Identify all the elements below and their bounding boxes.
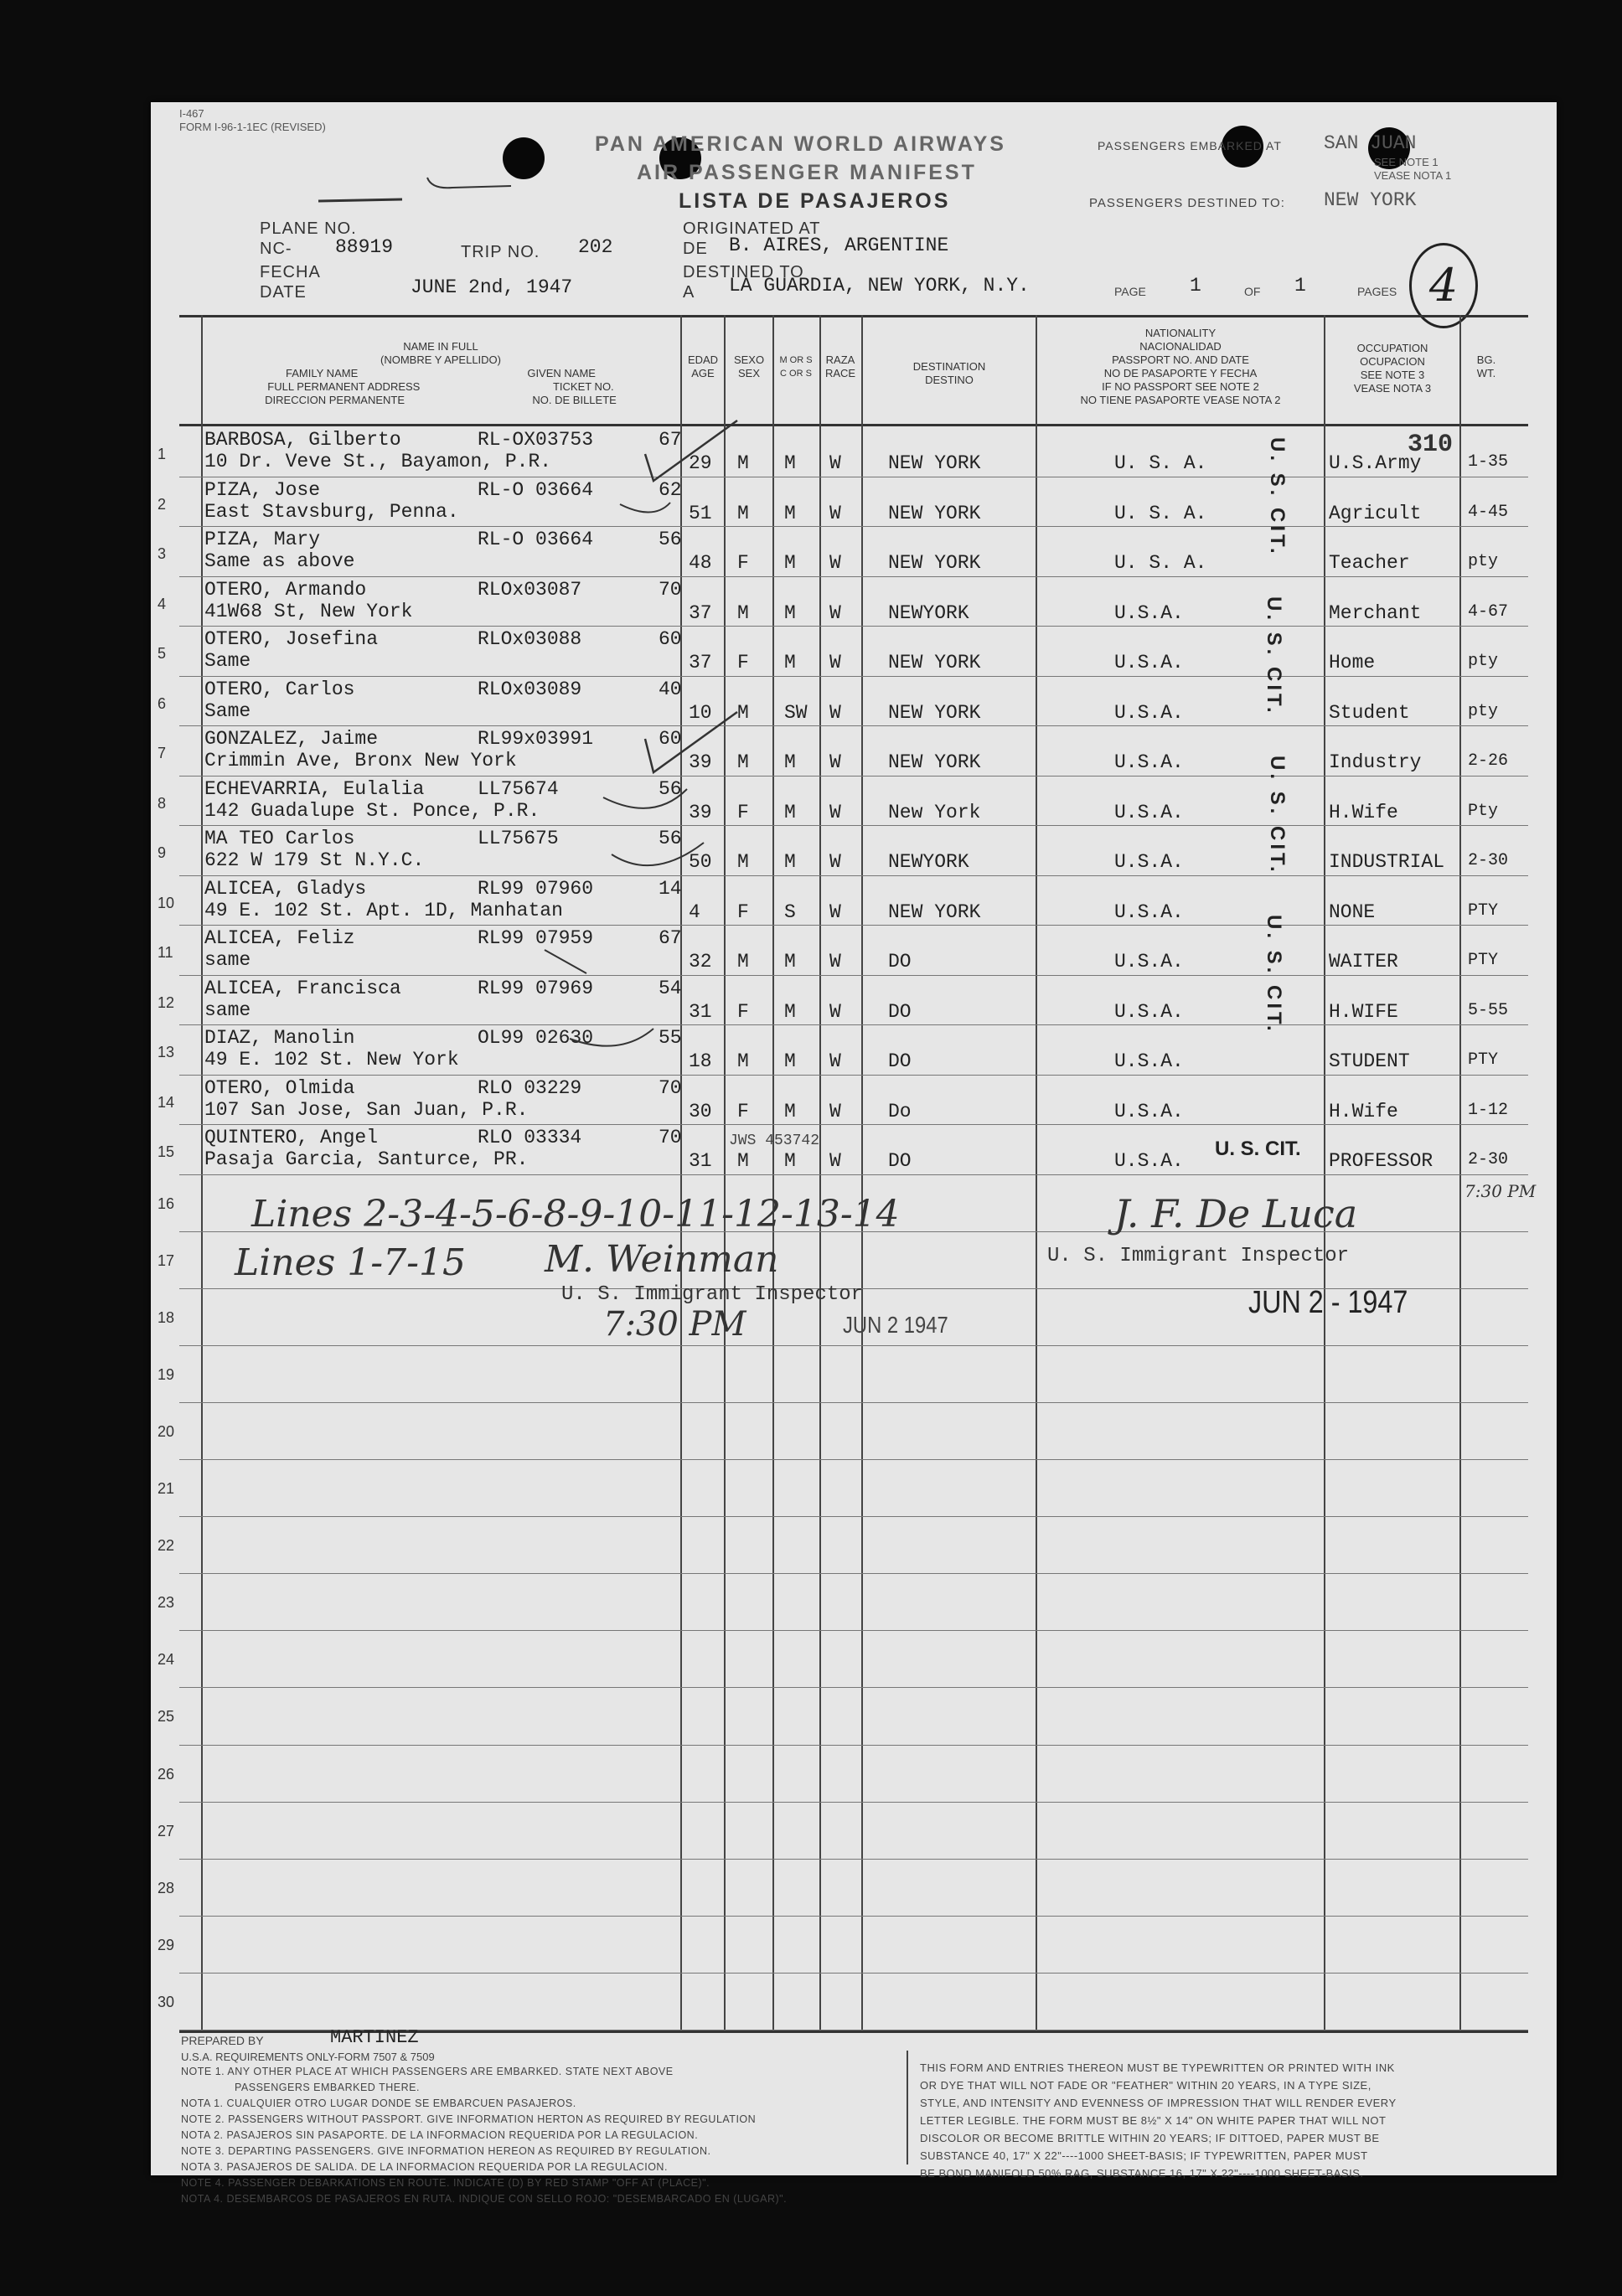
passenger-marital: M <box>784 502 796 524</box>
passenger-name: ALICEA, Feliz <box>204 927 355 949</box>
passenger-age: 31 <box>689 1150 712 1172</box>
ticket-tally: 56 <box>659 777 682 800</box>
row-number: 22 <box>158 1537 175 1555</box>
occupation-column-header: OCCUPATION OCUPACION SEE NOTE 3 VEASE NOTA 3 <box>1353 342 1432 395</box>
passenger-destination: NEW YORK <box>888 900 981 923</box>
passenger-occupation: INDUSTRIAL <box>1329 851 1445 873</box>
row-number: 15 <box>158 1143 175 1160</box>
passenger-occupation: Industry <box>1329 751 1422 773</box>
row-number: 19 <box>158 1365 175 1383</box>
passenger-race: W <box>829 1000 841 1023</box>
footer-divider <box>907 2051 908 2164</box>
passenger-age: 39 <box>689 751 712 773</box>
manifest-sheet <box>151 102 1557 2205</box>
usa-requirements: U.S.A. REQUIREMENTS ONLY-FORM 7507 & 7509 <box>181 2051 435 2063</box>
handwritten-line-list-2: Lines 1-7-15 <box>235 1241 466 1284</box>
row-number: 25 <box>158 1708 175 1726</box>
passenger-age: 37 <box>689 601 712 624</box>
manifest-title: AIR PASSENGER MANIFEST <box>637 161 977 184</box>
passenger-weight: 4-45 <box>1468 502 1509 522</box>
see-note-1: SEE NOTE 1 <box>1374 156 1439 168</box>
row-number: 11 <box>158 944 173 961</box>
passenger-age: 37 <box>689 652 712 673</box>
page-label: PAGE <box>1114 285 1146 298</box>
passenger-nationality: U. S. A. <box>1114 452 1207 474</box>
originated-label: ORIGINATED AT <box>683 219 821 238</box>
passenger-occupation: NONE <box>1329 900 1376 923</box>
passenger-destination: NEW YORK <box>888 652 981 673</box>
passenger-name: ECHEVARRIA, Eulalia <box>204 777 425 800</box>
passenger-sex: F <box>737 652 749 673</box>
passenger-age: 29 <box>689 452 712 474</box>
handwritten-time-1: 7:30 PM <box>1464 1181 1537 1201</box>
de-label: DE <box>683 240 708 258</box>
citizen-stamp: U. S. CIT. <box>1263 915 1285 1034</box>
ticket-tally: 60 <box>659 628 682 650</box>
row-number: 4 <box>158 595 167 612</box>
citizen-stamp: U. S. CIT. <box>1266 756 1289 875</box>
passenger-address: 622 W 179 St N.Y.C. <box>204 849 425 871</box>
row-number: 9 <box>158 844 167 861</box>
plane-label: PLANE NO. <box>260 219 357 238</box>
passenger-marital: M <box>784 1000 796 1023</box>
passenger-name: PIZA, Mary <box>204 529 321 550</box>
row-number: 2 <box>158 495 167 513</box>
passenger-destination: NEW YORK <box>888 751 981 773</box>
passenger-destination: NEW YORK <box>888 452 981 474</box>
weight-column-header: BG. WT. <box>1476 353 1496 379</box>
ticket-number: OL99 02630 <box>478 1027 594 1049</box>
passenger-destination: NEWYORK <box>888 601 969 624</box>
row-number: 17 <box>158 1251 175 1269</box>
passenger-nationality: U.S.A. <box>1114 1150 1184 1172</box>
passenger-marital: M <box>784 751 796 773</box>
passenger-age: 51 <box>689 502 712 524</box>
passenger-age: 32 <box>689 951 712 973</box>
destined-label: PASSENGERS DESTINED TO: <box>1089 196 1285 210</box>
row-number: 28 <box>158 1879 175 1896</box>
trip-label: TRIP NO. <box>461 243 540 261</box>
name-column-header: NAME IN FULL (NOMBRE Y APELLIDO) FAMILY NAME GIVEN NAME FULL PERMANENT ADDRESS TICKET NO. DIRECCION PERMANENTE NO. DE BILLETE <box>265 340 617 406</box>
passenger-sex: F <box>737 1000 749 1023</box>
passenger-sex: M <box>737 701 749 724</box>
sex-column-header: SEXO SEX <box>733 353 765 379</box>
inspector-signature-1: J. F. De Luca <box>1114 1191 1358 1236</box>
row-number: 10 <box>158 894 175 911</box>
race-column-header: RAZA RACE <box>824 353 856 379</box>
embarked-label: PASSENGERS EMBARKED AT <box>1098 139 1282 152</box>
passenger-weight: Pty <box>1468 801 1499 821</box>
passenger-race: W <box>829 652 841 673</box>
ticket-number: RLOx03089 <box>478 678 582 700</box>
passenger-age: 31 <box>689 1000 712 1023</box>
passenger-weight: PTY <box>1468 1050 1499 1070</box>
passenger-occupation: Home <box>1329 652 1376 673</box>
passenger-age: 39 <box>689 801 712 823</box>
page-number: 1 <box>1190 275 1201 297</box>
passenger-nationality: U.S.A. <box>1114 1100 1184 1122</box>
row-number: 16 <box>158 1194 175 1212</box>
originated-value: B. AIRES, ARGENTINE <box>729 235 949 256</box>
ticket-number: RL-O 03664 <box>478 478 594 501</box>
ticket-number: RLOx03087 <box>478 578 582 601</box>
destination-column-header: DESTINATION DESTINO <box>912 360 986 386</box>
passenger-occupation: U.S.Army <box>1329 452 1422 474</box>
passenger-occupation: Student <box>1329 701 1410 724</box>
passenger-address: same <box>204 949 251 971</box>
ticket-tally: 70 <box>659 578 682 601</box>
row-number: 24 <box>158 1651 175 1669</box>
row-divider <box>179 1402 1528 1403</box>
row-number: 3 <box>158 545 167 562</box>
of-label: OF <box>1244 285 1261 298</box>
passenger-race: W <box>829 502 841 524</box>
passenger-weight: PTY <box>1468 900 1499 921</box>
passenger-destination: DO <box>888 1050 912 1072</box>
row-divider <box>179 1573 1528 1574</box>
nationality-column-header: NATIONALITY NACIONALIDAD PASSPORT NO. AND DATE NO DE PASAPORTE Y FECHA IF NO PASSPORT SEE NOTE 2 NO TIENE PASAPORTE VEASE NOTA 2 <box>1080 327 1281 406</box>
handwritten-time-2: 7:30 PM <box>603 1305 746 1344</box>
passenger-race: W <box>829 701 841 724</box>
passenger-sex: F <box>737 552 749 574</box>
passenger-nationality: U.S.A. <box>1114 701 1184 724</box>
a-label: A <box>683 283 695 302</box>
passenger-address: East Stavsburg, Penna. <box>204 500 459 523</box>
passenger-weight: 2-26 <box>1468 751 1509 771</box>
ticket-pen-marks <box>151 102 1557 1359</box>
passenger-address: 41W68 St, New York <box>204 600 413 622</box>
passenger-nationality: U. S. A. <box>1114 552 1207 574</box>
passenger-race: W <box>829 552 841 574</box>
passenger-weight: pty <box>1468 701 1499 721</box>
passenger-name: ALICEA, Francisca <box>204 977 401 999</box>
row-number: 20 <box>158 1422 175 1440</box>
date-value: JUNE 2nd, 1947 <box>411 276 573 298</box>
passenger-destination: DO <box>888 1150 912 1172</box>
age-column-header: EDAD AGE <box>687 353 719 379</box>
destined-to-value: LA GUARDIA, NEW YORK, N.Y. <box>729 275 1030 297</box>
passenger-destination: DO <box>888 951 912 973</box>
passenger-name: OTERO, Carlos <box>204 678 355 700</box>
passenger-occupation: Merchant <box>1329 601 1422 624</box>
passenger-address: 49 E. 102 St. Apt. 1D, Manhatan <box>204 899 563 921</box>
row-divider <box>179 1687 1528 1688</box>
passenger-marital: M <box>784 951 796 973</box>
passenger-nationality: U.S.A. <box>1114 951 1184 973</box>
passenger-nationality: U.S.A. <box>1114 652 1184 673</box>
passenger-address: Crimmin Ave, Bronx New York <box>204 750 517 771</box>
passenger-weight: 1-12 <box>1468 1100 1509 1120</box>
passenger-sex: M <box>737 502 749 524</box>
passenger-address: Pasaja Garcia, Santurce, PR. <box>204 1148 529 1170</box>
passenger-occupation: WAITER <box>1329 951 1398 973</box>
passenger-address: 10 Dr. Veve St., Bayamon, P.R. <box>204 451 552 472</box>
citizen-stamp: U. S. CIT. <box>1266 437 1289 557</box>
passenger-marital: M <box>784 601 796 624</box>
ticket-number: RLO 03229 <box>478 1076 582 1099</box>
row-number: 7 <box>158 745 167 761</box>
passenger-destination: NEW YORK <box>888 502 981 524</box>
row-divider <box>179 1802 1528 1803</box>
inspector-signature-2: M. Weinman <box>545 1238 779 1281</box>
row-divider <box>179 1973 1528 1974</box>
passenger-occupation: H.Wife <box>1329 1100 1398 1122</box>
passenger-race: W <box>829 1050 841 1072</box>
row-number: 13 <box>158 1044 175 1060</box>
passenger-nationality: U.S.A. <box>1114 801 1184 823</box>
passenger-occupation: H.Wife <box>1329 801 1398 823</box>
row-divider <box>179 1745 1528 1746</box>
ticket-number: RLOx03088 <box>478 628 582 650</box>
row-number: 1 <box>158 446 167 462</box>
ticket-number: RL99 07969 <box>478 977 594 999</box>
passenger-destination: Do <box>888 1100 912 1122</box>
passenger-marital: M <box>784 801 796 823</box>
passenger-race: W <box>829 1100 841 1122</box>
trip-number: 202 <box>578 236 613 258</box>
passenger-age: 18 <box>689 1050 712 1072</box>
passenger-name: BARBOSA, Gilberto <box>204 429 401 451</box>
passenger-name: GONZALEZ, Jaime <box>204 728 379 750</box>
row-divider <box>179 1916 1528 1917</box>
row-divider <box>179 1859 1528 1860</box>
passenger-weight: 1-35 <box>1468 452 1509 472</box>
embarked-value: SAN JUAN <box>1324 132 1417 154</box>
passenger-name: OTERO, Olmida <box>204 1076 355 1099</box>
passenger-marital: M <box>784 652 796 673</box>
passenger-age: 48 <box>689 552 712 574</box>
passenger-nationality: U. S. A. <box>1114 502 1207 524</box>
passenger-marital: M <box>784 1050 796 1072</box>
passenger-marital: M <box>784 851 796 873</box>
row-number: 26 <box>158 1765 175 1783</box>
passenger-age: 50 <box>689 851 712 873</box>
passenger-nationality: U.S.A. <box>1114 1000 1184 1023</box>
passenger-destination: NEWYORK <box>888 851 969 873</box>
passenger-nationality: U.S.A. <box>1114 1050 1184 1072</box>
ticket-number: RLO 03334 <box>478 1127 582 1148</box>
passenger-weight: 4-67 <box>1468 601 1509 622</box>
passenger-marital: M <box>784 1100 796 1122</box>
passenger-name: ALICEA, Gladys <box>204 877 367 900</box>
passenger-name: DIAZ, Manolin <box>204 1027 355 1049</box>
occupation-total: 310 <box>1408 431 1454 459</box>
row-number: 23 <box>158 1594 175 1612</box>
passenger-nationality: U.S.A. <box>1114 601 1184 624</box>
ticket-number: LL75675 <box>478 828 559 849</box>
passenger-marital: SW <box>784 701 808 724</box>
passenger-occupation: Agricult <box>1329 502 1422 524</box>
destined-to-label: DESTINED TO <box>683 263 804 281</box>
passenger-name: MA TEO Carlos <box>204 828 355 849</box>
ticket-tally: 56 <box>659 828 682 849</box>
passenger-race: W <box>829 801 841 823</box>
ticket-tally: 56 <box>659 529 682 550</box>
passenger-name: OTERO, Josefina <box>204 628 379 650</box>
ticket-number: RL-OX03753 <box>478 429 594 451</box>
passenger-destination: New York <box>888 801 981 823</box>
ticket-tally: 54 <box>659 977 682 999</box>
passenger-name: OTERO, Armando <box>204 578 367 601</box>
destined-value: NEW YORK <box>1324 189 1417 211</box>
airline-name: PAN AMERICAN WORLD AIRWAYS <box>595 132 1006 156</box>
passenger-name: QUINTERO, Angel <box>204 1127 379 1148</box>
date-label: DATE <box>260 283 307 302</box>
passenger-race: W <box>829 900 841 923</box>
passenger-weight: 2-30 <box>1468 1150 1509 1169</box>
ticket-tally: 67 <box>659 429 682 451</box>
ticket-number: RL99 07959 <box>478 927 594 949</box>
ticket-tally: 55 <box>659 1027 682 1049</box>
row-number: 27 <box>158 1822 175 1839</box>
passenger-age: 30 <box>689 1100 712 1122</box>
row-number: 8 <box>158 794 167 812</box>
passenger-sex: M <box>737 1150 749 1172</box>
row-number: 6 <box>158 694 167 712</box>
passenger-sex: F <box>737 801 749 823</box>
passenger-sex: M <box>737 751 749 773</box>
citizen-stamp: U. S. CIT. <box>1263 596 1285 716</box>
passenger-address: same <box>204 998 251 1021</box>
passenger-sex: M <box>737 452 749 474</box>
date-stamp-right: JUN 2 - 1947 <box>1248 1285 1408 1320</box>
citizen-stamp: U. S. CIT. <box>1215 1138 1301 1160</box>
passenger-address: 142 Guadalupe St. Ponce, P.R. <box>204 799 540 822</box>
ticket-number: RL99 07960 <box>478 877 594 900</box>
passenger-occupation: PROFESSOR <box>1329 1150 1433 1172</box>
total-pages: 1 <box>1294 275 1306 297</box>
row-number: 21 <box>158 1480 175 1498</box>
pages-label: PAGES <box>1357 285 1397 298</box>
handwritten-line-list-1: Lines 2-3-4-5-6-8-9-10-11-12-13-14 <box>251 1193 900 1236</box>
passenger-address: 49 E. 102 St. New York <box>204 1049 459 1071</box>
passenger-sex: F <box>737 1100 749 1122</box>
prepared-by-label: PREPARED BY <box>181 2034 264 2047</box>
inspector-label-left: U. S. Immigrant Inspector <box>561 1283 864 1306</box>
passenger-sex: M <box>737 601 749 624</box>
row-divider <box>179 1459 1528 1460</box>
row-number: 12 <box>158 993 175 1011</box>
passenger-nationality: U.S.A. <box>1114 851 1184 873</box>
passenger-destination: DO <box>888 1000 912 1023</box>
passenger-sex: F <box>737 900 749 923</box>
passenger-race: W <box>829 452 841 474</box>
passenger-weight: pty <box>1468 652 1499 671</box>
passenger-nationality: U.S.A. <box>1114 751 1184 773</box>
inspector-label-right: U. S. Immigrant Inspector <box>1047 1245 1350 1267</box>
row-number: 29 <box>158 1936 175 1953</box>
passenger-address: 107 San Jose, San Juan, P.R. <box>204 1098 529 1121</box>
passenger-destination: NEW YORK <box>888 552 981 574</box>
passenger-age: 4 <box>689 900 700 923</box>
passenger-race: W <box>829 851 841 873</box>
passenger-sex: M <box>737 1050 749 1072</box>
passenger-weight: 2-30 <box>1468 851 1509 870</box>
row-number: 30 <box>158 1993 175 2010</box>
passenger-marital: M <box>784 552 796 574</box>
passenger-race: W <box>829 951 841 973</box>
passenger-sex: M <box>737 851 749 873</box>
form-reference: FORM I-96-1-1EC (REVISED) <box>179 121 326 133</box>
plane-number: 88919 <box>335 236 394 258</box>
marital-column-header: M OR S C OR S <box>779 355 813 379</box>
passenger-destination: NEW YORK <box>888 701 981 724</box>
circled-sheet-number: 4 <box>1409 243 1478 328</box>
passenger-occupation: H.WIFE <box>1329 1000 1398 1023</box>
ticket-tally: 60 <box>659 728 682 750</box>
passenger-marital: S <box>784 900 796 923</box>
passenger-weight: pty <box>1468 552 1499 571</box>
passenger-race: W <box>829 751 841 773</box>
passenger-marital: M <box>784 452 796 474</box>
notes-left: NOTE 1. ANY OTHER PLACE AT WHICH PASSENGERS ARE EMBARKED. STATE NEXT ABOVE PASSENGERS EMBARKED THERE. NOTA 1. CUALQUIER OTRO LUGAR DONDE SE EMBARCUEN PASAJEROS. NOTE 2. PASSENGERS WITHOUT PASSPORT. GIVE INFORMATION HERTON AS REQUIRED BY REGULATION NOTA 2. PASAJEROS SIN PASAPORTE. DE LA INFORMACION REQUERIDA POR LA REGULACION. NOTE 3. DEPARTING PASSENGERS. GIVE INFORMATION HEREON AS REQUIRED BY REGULATION. NOTA 3. PASAJEROS DE SALIDA. DE LA INFORMACION REQUERIDA POR LA REGULACION. NOTE 4. PASSENGER DEBARKATIONS EN ROUTE. INDICATE (D) BY RED STAMP "OFF AT (PLACE)". NOTA 4. DESEMBARCOS DE PASAJEROS EN RUTA. INDIQUE CON SELLO ROJO: "DESEMBARCADO EN (LUGAR)". <box>181 2066 788 2205</box>
vease-nota-1: VEASE NOTA 1 <box>1374 169 1452 182</box>
passenger-age: 10 <box>689 701 712 724</box>
passenger-address: Same <box>204 650 251 672</box>
passenger-address: Same as above <box>204 550 355 572</box>
plane-prefix: NC- <box>260 240 292 258</box>
passenger-weight: 5-55 <box>1468 1000 1509 1020</box>
ticket-number: LL75674 <box>478 777 559 800</box>
ticket-tally: 67 <box>659 927 682 949</box>
passenger-race: W <box>829 601 841 624</box>
ticket-tally: 14 <box>659 877 682 900</box>
ticket-tally: 70 <box>659 1076 682 1099</box>
passenger-address: Same <box>204 699 251 722</box>
prepared-by-value: MARTINEZ <box>330 2027 419 2048</box>
passenger-nationality: U.S.A. <box>1114 900 1184 923</box>
ticket-tally: 40 <box>659 678 682 700</box>
passenger-name: PIZA, Jose <box>204 478 321 501</box>
ticket-tally: 70 <box>659 1127 682 1148</box>
manifest-title-es: LISTA DE PASAJEROS <box>679 189 951 213</box>
notes-right: THIS FORM AND ENTRIES THEREON MUST BE TYPEWRITTEN OR PRINTED WITH INK OR DYE THAT WILL NOT FADE OR "FEATHER" WITHIN 20 YEARS, IN A TYPE SIZE, STYLE, AND INTENSITY AND EVENNESS OF IMPRESSION THAT WILL RENDER EVERY LETTER LEGIBLE. THE FORM MUST BE 8½" X 14" ON WHITE PAPER THAT WILL NOT DISCOLOR OR BECOME BRITTLE WITHIN 20 YEARS; IF DITTOED, PAPER MUST BE SUBSTANCE 40, 17" X 22"----1000 SHEET-BASIS; IF TYPEWRITTEN, PAPER MUST BE BOND MANIFOLD 50% RAG, SUBSTANCE 16, 17" X 22"----1000 SHEET-BASIS. <box>920 2061 1397 2180</box>
row-number: 18 <box>158 1308 175 1326</box>
passenger-marital: M <box>784 1150 796 1172</box>
form-number: I-467 <box>179 107 204 120</box>
passenger-occupation: Teacher <box>1329 552 1410 574</box>
ticket-number: RL99x03991 <box>478 728 594 750</box>
fecha-label: FECHA <box>260 263 321 281</box>
passenger-sex: M <box>737 951 749 973</box>
ticket-tally: 62 <box>659 478 682 501</box>
row-divider <box>179 1630 1528 1631</box>
passenger-occupation: STUDENT <box>1329 1050 1410 1072</box>
date-stamp-left: JUN 2 1947 <box>843 1312 948 1338</box>
row-divider <box>179 1516 1528 1517</box>
row-number: 14 <box>158 1093 175 1111</box>
passenger-race: W <box>829 1150 841 1172</box>
row-number: 5 <box>158 645 167 662</box>
row15-annotation: JWS 453742 <box>729 1133 820 1149</box>
passenger-weight: PTY <box>1468 951 1499 970</box>
ticket-number: RL-O 03664 <box>478 529 594 550</box>
